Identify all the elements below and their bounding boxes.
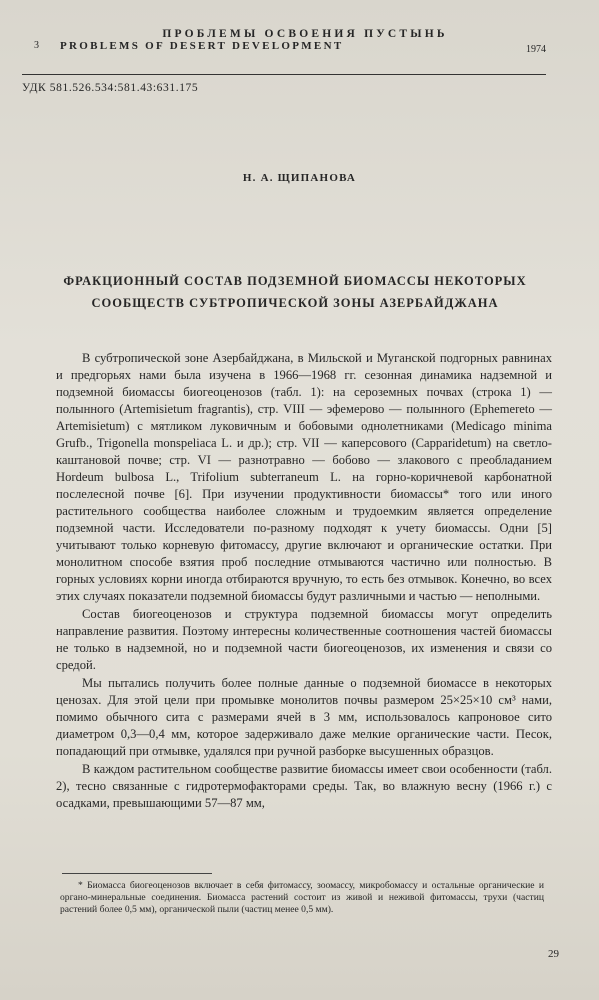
page-number: 29 [548, 948, 559, 960]
footnote-rule [62, 873, 212, 874]
publication-year: 1974 [526, 44, 546, 55]
paragraph: Состав биогеоценозов и структура подземной биомассы могут определить направление развития. Поэтому интересны количественные соотношения частей биомассы не только в надземной, но и подземной части биогеоценозов, их изменения и связи со средой. [56, 607, 552, 672]
journal-title-ru: ПРОБЛЕМЫ ОСВОЕНИЯ ПУСТЫНЬ [162, 28, 448, 40]
author-name: Н. А. ЩИПАНОВА [242, 172, 357, 184]
article-title: ФРАКЦИОННЫЙ СОСТАВ ПОДЗЕМНОЙ БИОМАССЫ НЕКОТОРЫХ СООБЩЕСТВ СУБТРОПИЧЕСКОЙ ЗОНЫ АЗЕРБАЙДЖАНА [63, 274, 527, 310]
paragraph: Мы пытались получить более полные данные о подземной биомассе в некоторых ценозах. Для этой цели при промывке монолитов почвы размером 25×25×10 см³ нами, помимо обычного сита с размерами ячей в 3 мм, использовалось капроновое сито диаметром 0,3—0,4 мм, которое задерживало даже мелкие органические части. Песок, попадающий при отмывке, удалялся при ручной разборке высушенных образцов. [56, 676, 552, 758]
header-rule [22, 74, 546, 75]
footnote: * Биомасса биогеоценозов включает в себя фитомассу, зоомассу, микробомассу и остальные органические и органо-минеральные соединения. Биомасса растений состоит из живой и неживой фитомассы, трухи (частиц растений более 0,5 мм), органической пыли (частиц менее 0,5 мм). [60, 880, 544, 915]
paragraph: В субтропической зоне Азербайджана, в Мильской и Муганской подгорных равнинах и предгорьях нами была изучена в 1966—1968 гг. сезонная динамика надземной и подземной биомассы биогеоценозов (табл. 1): на сероземных почвах (строка 1) — полынного (Artemisietum fragrantis), стр. VIII — эфемерово — полынного (Ephemereto — Artemisietum) с мятликом луковичным и бобовыми однолетниками (Medicago minima Grufb., Trigonella monspeliaca L. и др.); стр. VII — каперсового (Capparidetum) на светло-каштановой почве; стр. VI — разнотравно — бобово — злакового с преобладанием Hordeum bulbosa L., Trifolium subterraneum L. на горно-коричневой карбонатной послелесной почве [6]. При изучении продуктивности биомассы* того или иного растительного сообщества наиболее сложным и трудоемким является определение подземной части. Исследователи по-разному подходят к учету биомассы. Одни [5] учитывают только корневую фитомассу, другие включают и органические остатки. При монолитном способе взятия проб последние отмываются частично или полностью. В горных условиях корни иногда отбираются вручную, то есть без отмывок. Конечно, во всех этих случаях показатели подземной биомассы будут различными и частью — неполными. [56, 351, 552, 603]
udk-code: УДК 581.526.534:581.43:631.175 [22, 82, 199, 94]
issue-number: 3 [34, 40, 39, 51]
paragraph: В каждом растительном сообществе развитие биомассы имеет свои особенности (табл. 2), тесно связанные с гидротермофакторами среды. Так, во влажную весну (1966 г.) с осадками, превышающими 57—87 мм, [56, 762, 552, 810]
running-header [34, 28, 548, 55]
journal-title-en: PROBLEMS OF DESERT DEVELOPMENT [60, 40, 344, 52]
article-body [56, 350, 552, 812]
running-header-row [34, 40, 548, 55]
